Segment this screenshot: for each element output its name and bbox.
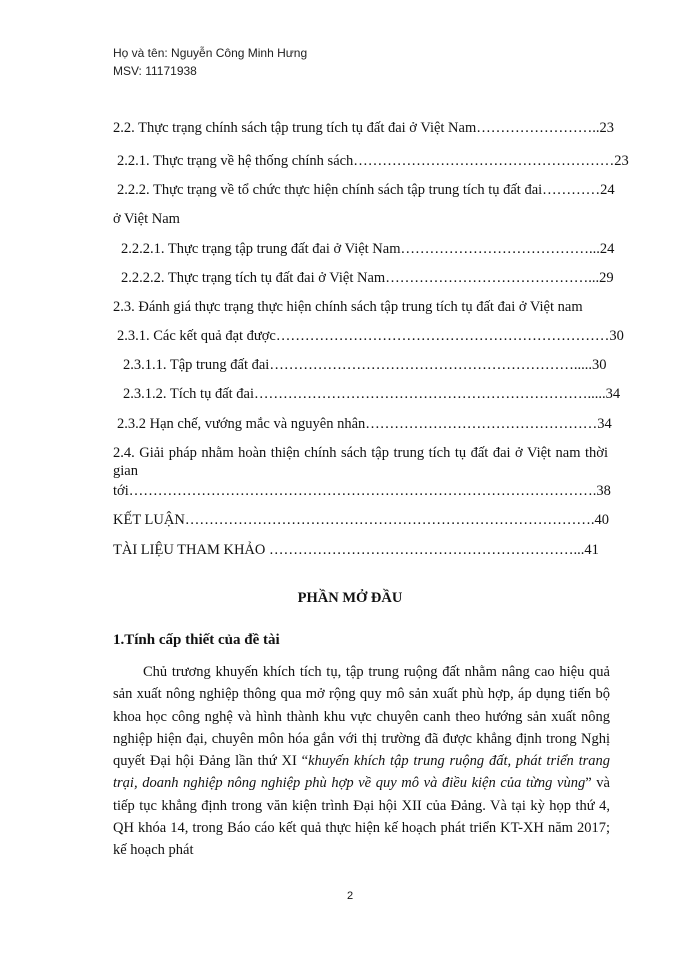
toc-entry-2-3-1-2: 2.3.1.2. Tích tụ đất đai…………………………………………………………….....34 xyxy=(123,386,621,402)
toc-entry-2-2-1: 2.2.1. Thực trạng về hệ thống chính sách………………………………………………23 xyxy=(117,153,629,169)
page-header xyxy=(113,44,307,80)
body-paragraph xyxy=(113,661,610,862)
page-number: 2 xyxy=(346,890,354,902)
toc-entry-2-2: 2.2. Thực trạng chính sách tập trung tích tụ đất đai ở Việt Nam……………………..23 xyxy=(113,120,614,136)
toc-entry-conclusion: KẾT LUẬN………………………………………………………………………….40 xyxy=(113,512,609,528)
toc-entry-2-3-1-1: 2.3.1.1. Tập trung đất đai……………………………………………………….....30 xyxy=(123,357,607,373)
toc-entry-2-2-2-2: 2.2.2.2. Thực trạng tích tụ đất đai ở Việt Nam……………………………………...29 xyxy=(121,270,614,286)
toc-entry-2-2-2-1: 2.2.2.1. Thực trạng tập trung đất đai ở Việt Nam…………………………………...24 xyxy=(121,241,615,257)
toc-entry-references: TÀI LIỆU THAM KHẢO ………………………………………………………...41 xyxy=(113,542,599,558)
subheading: 1.Tính cấp thiết của đề tài xyxy=(113,632,280,648)
toc-entry-2-2-2-cont: ở Việt Nam xyxy=(113,211,180,227)
toc-entry-2-4: 2.4. Giải pháp nhằm hoàn thiện chính sách tập trung tích tụ đất đai ở Việt nam thời gian xyxy=(113,445,608,479)
paragraph-text-end: ” và tiếp tục khẳng định trong văn kiện trình Đại hội XII của Đảng. Và tại kỳ họp thứ 4, QH khóa 14, trong Báo cáo kết quả thực hiện kế hoạch phát triển KT-XH năm 2017; kế hoạch phát xyxy=(113,775,610,859)
paragraph-italic-quote: khuyến khích tập trung ruộng đất, phát triển trang trại, doanh nghiệp nông nghiệp phù hợp về quy mô và điều kiện của từng vùng xyxy=(113,753,610,792)
toc-entry-2-3-1: 2.3.1. Các kết quả đạt được……………………………………………………………30 xyxy=(117,328,624,344)
section-title: PHẦN MỞ ĐẦU xyxy=(297,590,403,606)
student-name: Họ và tên: Nguyễn Công Minh Hưng xyxy=(113,46,308,60)
toc-entry-2-2-2: 2.2.2. Thực trạng về tổ chức thực hiện chính sách tập trung tích tụ đất đai…………24 xyxy=(117,182,615,198)
toc-entry-2-4-cont: tới…………………………………………………………………………………….38 xyxy=(113,483,611,499)
toc-entry-2-3-2: 2.3.2 Hạn chế, vướng mắc và nguyên nhân…………………………………………34 xyxy=(117,416,612,432)
student-id: MSV: 11171938 xyxy=(113,64,197,78)
toc-entry-2-3: 2.3. Đánh giá thực trạng thực hiện chính sách tập trung tích tụ đất đai ở Việt nam xyxy=(113,299,583,315)
paragraph-text-start: Chủ trương khuyến khích tích tụ, tập trung ruộng đất nhằm nâng cao hiệu quả sản xuất nông nghiệp thông qua mở rộng quy mô sản xuất phù hợp, áp dụng tiến bộ khoa học công nghệ và hình thành khu vực chuyên canh theo hướng sản xuất nông nghiệp hiện đại, chuyên môn hóa gắn với thị trường đã được khẳng định trong Nghị quyết Đại hội Đảng lần thứ XI “ xyxy=(113,664,610,770)
